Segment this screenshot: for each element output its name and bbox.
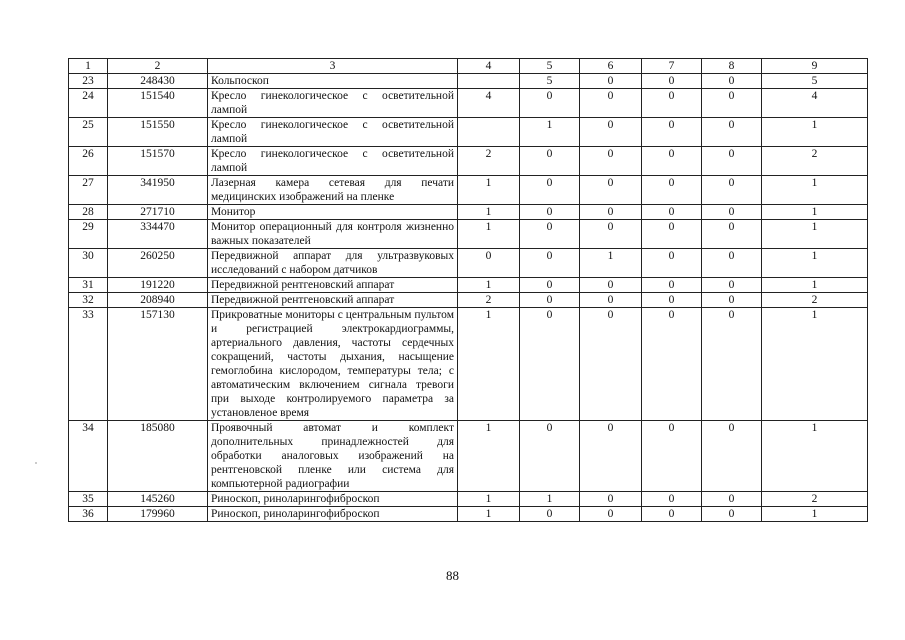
column-4-cell: 1 [458,308,520,421]
column-5-cell: 5 [520,74,580,89]
table-row [69,89,868,118]
table-row [69,176,868,205]
column-5-cell: 1 [520,118,580,147]
column-9-cell: 1 [762,421,868,492]
column-4-cell: 1 [458,492,520,507]
header-row [69,59,868,74]
code-cell: 248430 [108,74,208,89]
row-number-cell: 23 [69,74,108,89]
table-row [69,421,868,492]
header-cell: 7 [642,59,702,74]
row-number-cell: 30 [69,249,108,278]
code-cell: 341950 [108,176,208,205]
column-9-cell: 1 [762,507,868,522]
column-6-cell: 0 [580,308,642,421]
column-4-cell: 1 [458,278,520,293]
column-6-cell: 0 [580,205,642,220]
column-7-cell: 0 [642,308,702,421]
column-6-cell: 0 [580,507,642,522]
row-number-cell: 36 [69,507,108,522]
column-8-cell: 0 [702,89,762,118]
column-8-cell: 0 [702,205,762,220]
column-9-cell: 1 [762,249,868,278]
column-4-cell: 1 [458,205,520,220]
column-8-cell: 0 [702,249,762,278]
table-row [69,74,868,89]
code-cell: 260250 [108,249,208,278]
code-cell: 157130 [108,308,208,421]
column-6-cell: 0 [580,492,642,507]
column-7-cell: 0 [642,118,702,147]
column-4-cell: 1 [458,220,520,249]
table-row [69,293,868,308]
column-8-cell: 0 [702,293,762,308]
equipment-name-cell: Монитор [208,205,458,220]
column-5-cell: 0 [520,421,580,492]
column-5-cell: 0 [520,89,580,118]
column-6-cell: 0 [580,278,642,293]
table-row [69,278,868,293]
column-7-cell: 0 [642,176,702,205]
column-4-cell: 2 [458,147,520,176]
column-5-cell: 0 [520,507,580,522]
column-5-cell: 1 [520,492,580,507]
code-cell: 191220 [108,278,208,293]
table-row [69,205,868,220]
equipment-name-cell: Передвижной рентгеновский аппарат [208,278,458,293]
column-4-cell: 1 [458,507,520,522]
equipment-name-cell: Кресло гинекологическое с осветительной лампой [208,89,458,118]
column-5-cell: 0 [520,176,580,205]
header-cell: 2 [108,59,208,74]
page-number: 88 [446,568,459,583]
column-9-cell: 1 [762,118,868,147]
column-7-cell: 0 [642,220,702,249]
row-number-cell: 25 [69,118,108,147]
row-number-cell: 28 [69,205,108,220]
equipment-table [68,58,868,522]
header-cell: 1 [69,59,108,74]
column-9-cell: 1 [762,278,868,293]
header-cell: 8 [702,59,762,74]
code-cell: 208940 [108,293,208,308]
column-8-cell: 0 [702,176,762,205]
code-cell: 185080 [108,421,208,492]
code-cell: 151550 [108,118,208,147]
table-row [69,220,868,249]
column-7-cell: 0 [642,507,702,522]
column-7-cell: 0 [642,293,702,308]
column-4-cell [458,118,520,147]
row-number-cell: 26 [69,147,108,176]
column-4-cell: 0 [458,249,520,278]
row-number-cell: 31 [69,278,108,293]
row-number-cell: 33 [69,308,108,421]
header-cell: 5 [520,59,580,74]
table-row [69,147,868,176]
header-cell: 9 [762,59,868,74]
column-5-cell: 0 [520,293,580,308]
equipment-name-cell: Лазерная камера сетевая для печати медицинских изображений на пленке [208,176,458,205]
column-5-cell: 0 [520,220,580,249]
code-cell: 145260 [108,492,208,507]
column-4-cell: 1 [458,421,520,492]
column-8-cell: 0 [702,74,762,89]
table-row [69,492,868,507]
equipment-name-cell: Монитор операционный для контроля жизненно важных показателей [208,220,458,249]
column-9-cell: 2 [762,147,868,176]
column-8-cell: 0 [702,147,762,176]
column-7-cell: 0 [642,249,702,278]
equipment-name-cell: Кресло гинекологическое с осветительной лампой [208,118,458,147]
table-row [69,308,868,421]
column-9-cell: 2 [762,293,868,308]
column-6-cell: 1 [580,249,642,278]
table-body [69,74,868,522]
equipment-name-cell: Передвижной рентгеновский аппарат [208,293,458,308]
column-8-cell: 0 [702,421,762,492]
column-9-cell: 1 [762,308,868,421]
column-9-cell: 1 [762,176,868,205]
equipment-name-cell: Риноскоп, риноларингофиброскоп [208,492,458,507]
column-7-cell: 0 [642,89,702,118]
header-cell: 6 [580,59,642,74]
column-6-cell: 0 [580,220,642,249]
code-cell: 179960 [108,507,208,522]
row-number-cell: 29 [69,220,108,249]
column-6-cell: 0 [580,118,642,147]
row-number-cell: 34 [69,421,108,492]
column-7-cell: 0 [642,74,702,89]
column-7-cell: 0 [642,421,702,492]
column-9-cell: 2 [762,492,868,507]
column-6-cell: 0 [580,421,642,492]
equipment-name-cell: Риноскоп, риноларингофиброскоп [208,507,458,522]
column-4-cell: 1 [458,176,520,205]
row-number-cell: 32 [69,293,108,308]
column-8-cell: 0 [702,492,762,507]
row-number-cell: 27 [69,176,108,205]
column-6-cell: 0 [580,89,642,118]
column-9-cell: 1 [762,205,868,220]
column-9-cell: 5 [762,74,868,89]
equipment-name-cell: Проявочный автомат и комплект дополнительных принадлежностей для обработки аналоговых изображений на рентгеновской пленке или система для компьютерной радиографии [208,421,458,492]
row-number-cell: 24 [69,89,108,118]
column-5-cell: 0 [520,249,580,278]
equipment-name-cell: Передвижной аппарат для ультразвуковых исследований с набором датчиков [208,249,458,278]
column-7-cell: 0 [642,147,702,176]
column-6-cell: 0 [580,293,642,308]
code-cell: 151540 [108,89,208,118]
code-cell: 151570 [108,147,208,176]
column-9-cell: 4 [762,89,868,118]
column-4-cell: 2 [458,293,520,308]
column-9-cell: 1 [762,220,868,249]
column-6-cell: 0 [580,147,642,176]
column-7-cell: 0 [642,492,702,507]
column-8-cell: 0 [702,118,762,147]
code-cell: 334470 [108,220,208,249]
column-4-cell: 4 [458,89,520,118]
column-8-cell: 0 [702,507,762,522]
equipment-name-cell: Прикроватные мониторы с центральным пультом и регистрацией электрокардиограммы, артериального давления, частоты сердечных сокращений, частоты дыхания, насыщение гемоглобина кислородом, температуры тела; с автоматическим включением сигнала тревоги при выходе контролируемого параметра за установленое время [208,308,458,421]
scan-artifact [35,462,37,464]
column-5-cell: 0 [520,205,580,220]
column-6-cell: 0 [580,176,642,205]
equipment-name-cell: Кресло гинекологическое с осветительной лампой [208,147,458,176]
code-cell: 271710 [108,205,208,220]
table-row [69,118,868,147]
table-row [69,249,868,278]
header-cell: 4 [458,59,520,74]
column-6-cell: 0 [580,74,642,89]
column-5-cell: 0 [520,308,580,421]
column-5-cell: 0 [520,147,580,176]
column-4-cell [458,74,520,89]
column-8-cell: 0 [702,220,762,249]
column-5-cell: 0 [520,278,580,293]
column-7-cell: 0 [642,278,702,293]
column-7-cell: 0 [642,205,702,220]
row-number-cell: 35 [69,492,108,507]
column-8-cell: 0 [702,308,762,421]
equipment-name-cell: Кольпоскоп [208,74,458,89]
header-cell: 3 [208,59,458,74]
column-8-cell: 0 [702,278,762,293]
table-row [69,507,868,522]
